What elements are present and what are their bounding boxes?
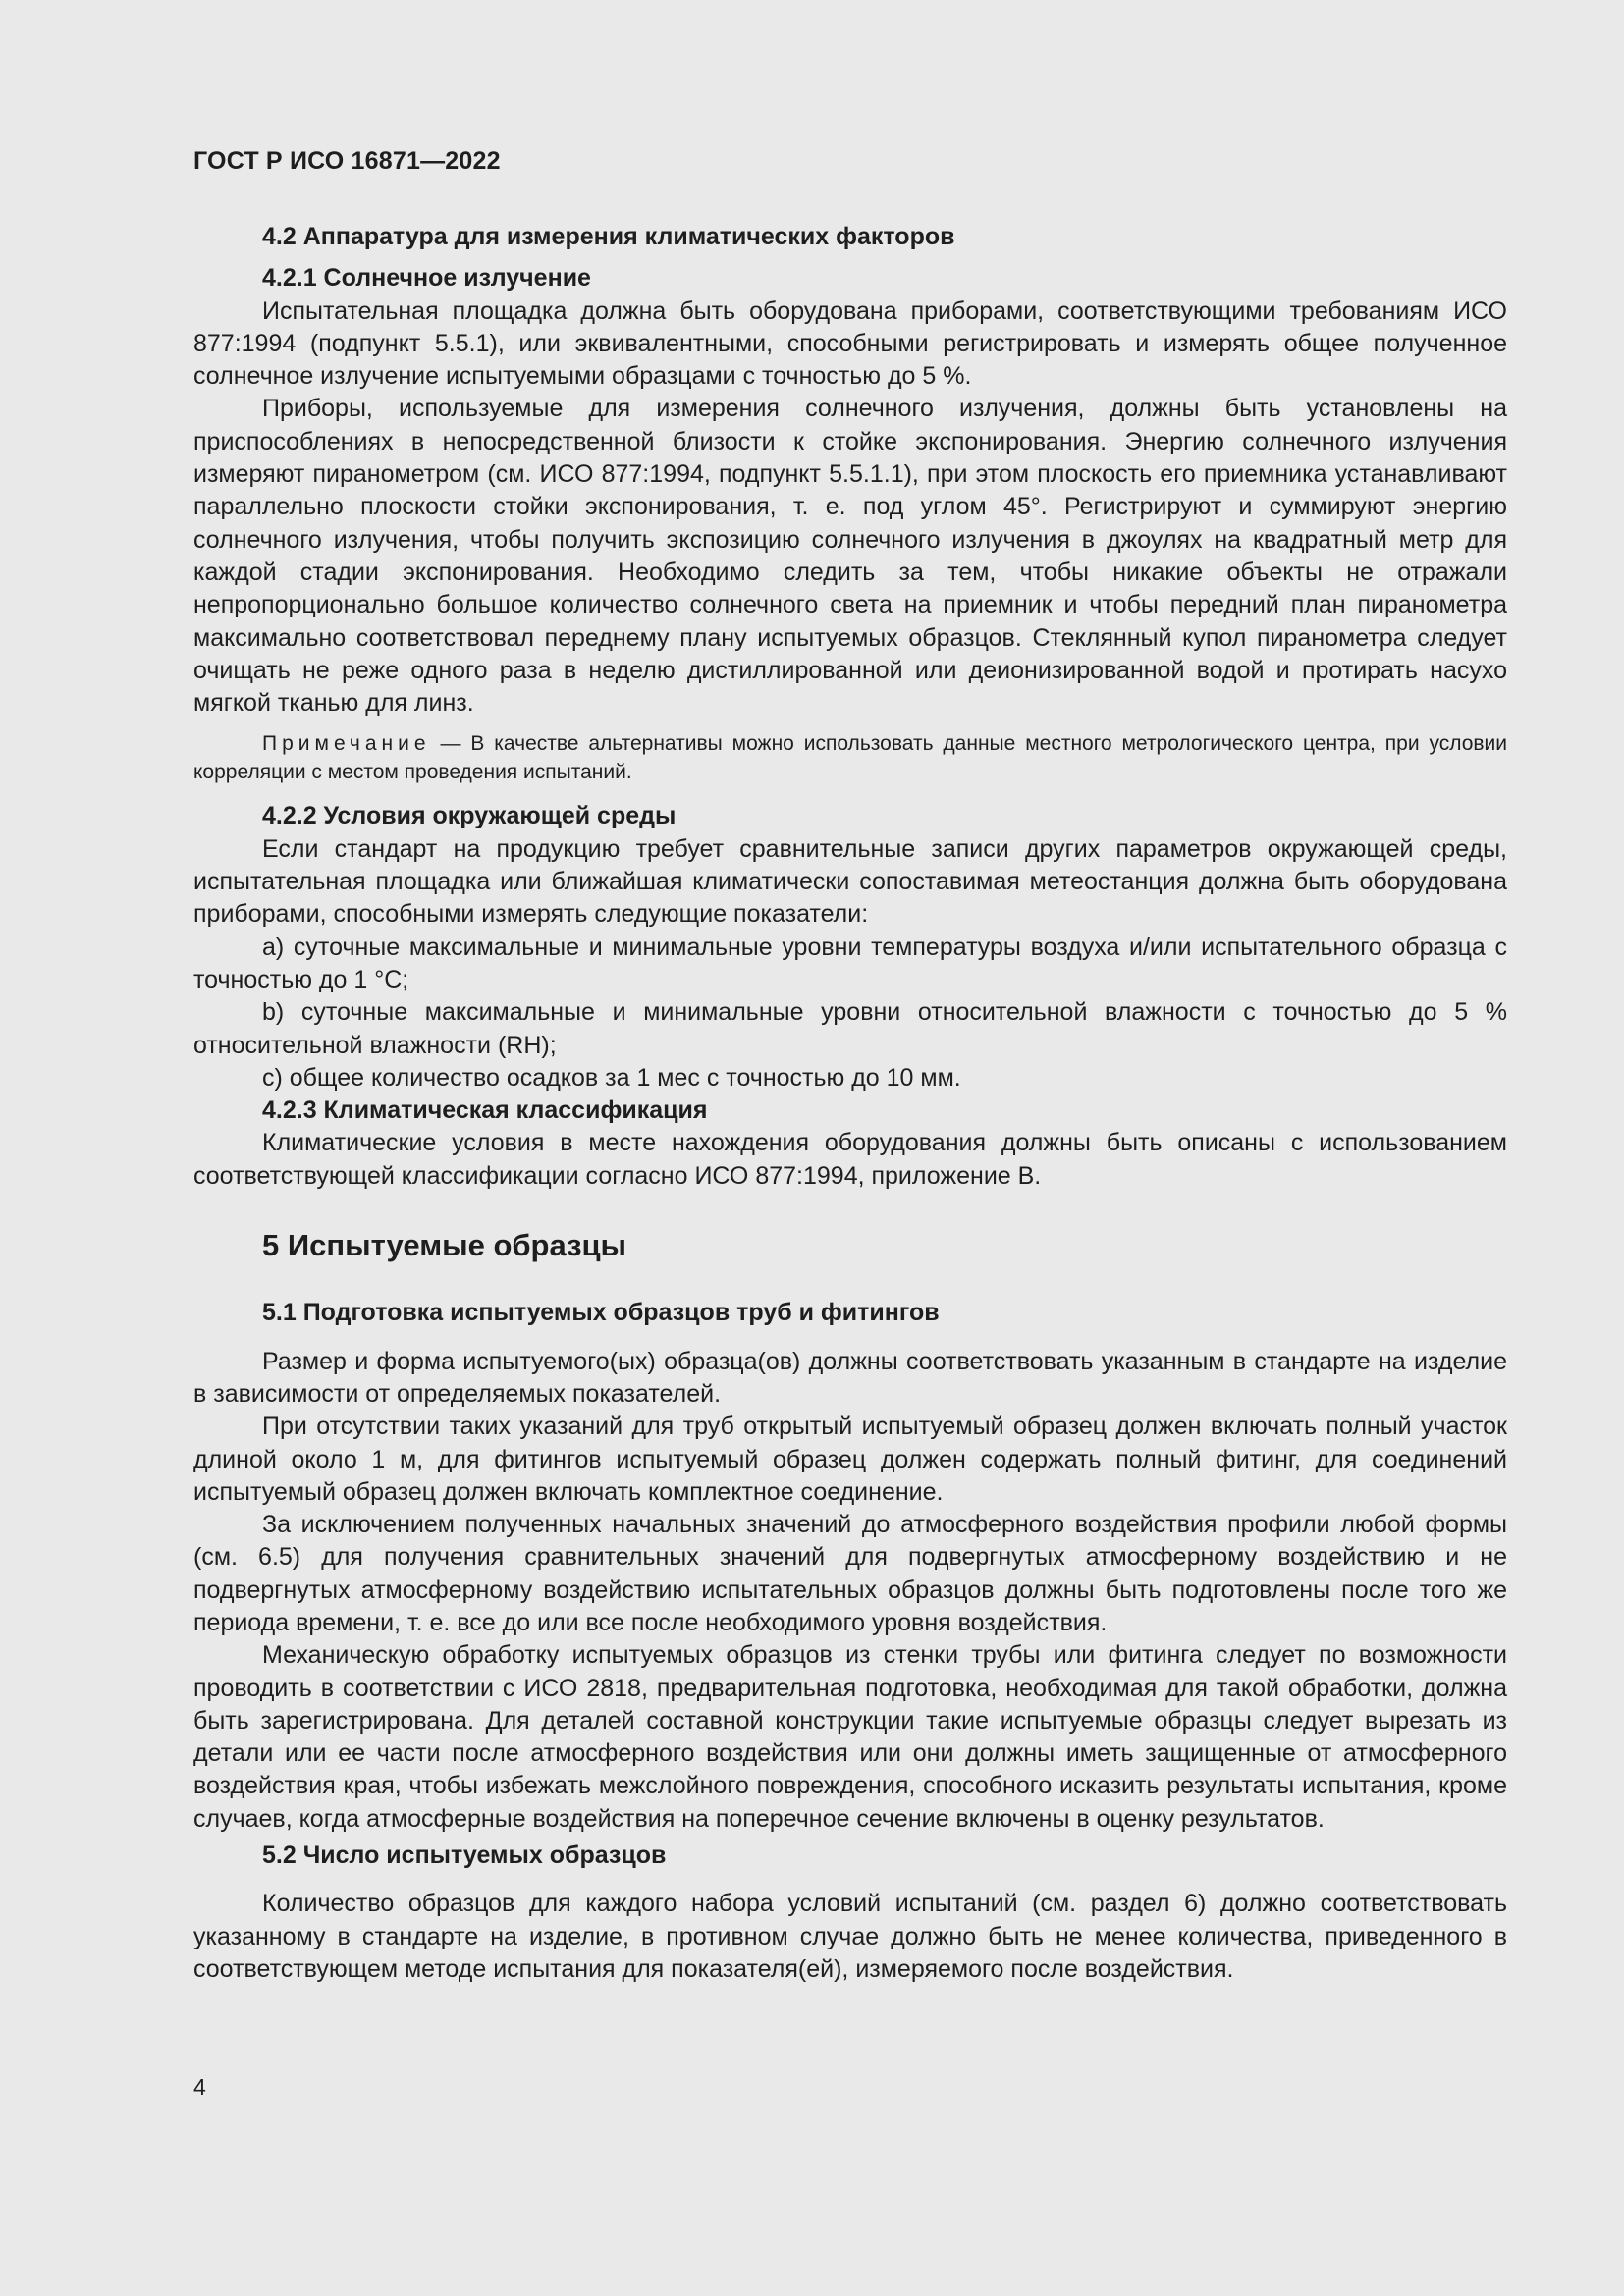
standard-header: ГОСТ Р ИСО 16871—2022 — [193, 147, 501, 175]
document-body — [193, 221, 1507, 1986]
paragraph: Приборы, используемые для измерения солнечного излучения, должны быть установлены на приспособлениях в непосредственной близости к стойке экспонирования. Энергию солнечного излучения измеряют пиранометром (см. ИСО 877:1994, подпункт 5.5.1.1), при этом плоскость его приемника устанавливают параллельно плоскости стойки экспонирования, т. е. под углом 45°. Регистрируют и суммируют энергию солнечного излучения, чтобы получить экспозицию солнечного излучения в джоулях на квадратный метр для каждой стадии экспонирования. Необходимо следить за тем, чтобы никакие объекты не отражали непропорционально большое количество солнечного света на приемник и чтобы передний план пиранометра максимально соответствовал переднему плану испытуемых образцов. Стеклянный купол пиранометра следует очищать не реже одного раза в неделю дистиллированной или деионизированной водой и протирать насухо мягкой тканью для линз. — [193, 395, 1507, 718]
page-number: 4 — [193, 2074, 206, 2100]
note-label: Примечание — [262, 732, 431, 756]
paragraph: Количество образцов для каждого набора условий испытаний (см. раздел 6) должно соответствовать указанному в стандарте на изделие, в противном случае должно быть не менее количества, приведенного в соответствующем методе испытания для показателя(ей), измеряемого после воздействия. — [193, 1890, 1507, 1983]
note — [193, 729, 1507, 786]
paragraph: Климатические условия в месте нахождения оборудования должны быть описаны с использованием соответствующей классификации согласно ИСО 877:1994, приложение B. — [193, 1129, 1507, 1190]
paragraph: Если стандарт на продукцию требует сравнительные записи других параметров окружающей среды, испытательная площадка или ближайшая климатически сопоставимая метеостанция должна быть оборудована приборами, способными измерять следующие показатели: — [193, 834, 1507, 929]
list-item-c: c) общее количество осадков за 1 мес с точностью до 10 мм. — [262, 1063, 961, 1092]
paragraph: Испытательная площадка должна быть оборудована приборами, соответствующими требованиям ИСО 877:1994 (подпункт 5.5.1), или эквивалентными, способными регистрировать и измерять общее полученное солнечное излучение испытуемыми образцами с точностью до 5 %. — [193, 296, 1507, 391]
section-4-2-heading: 4.2 Аппаратура для измерения климатических факторов — [262, 223, 955, 250]
note-text: — В качестве альтернативы можно использовать данные местного метрологического центра, при условии корреляции с местом проведения испытаний. — [193, 732, 1507, 784]
section-5-heading: 5 Испытуемые образцы — [262, 1228, 627, 1263]
paragraph: Механическую обработку испытуемых образцов из стенки трубы или фитинга следует по возможности проводить в соответствии с ИСО 2818, предварительная подготовка, необходимая для такой обработки, должна быть зарегистрирована. Для деталей составной конструкции такие испытуемые образцы следует вырезать из детали или ее части после атмосферного воздействия или они должны иметь защищенные от атмосферного воздействия края, чтобы избежать межслойного повреждения, способного исказить результаты испытания, кроме случаев, когда атмосферные воздействия на поперечное сечение включены в оценку результатов. — [193, 1641, 1507, 1833]
paragraph: При отсутствии таких указаний для труб открытый испытуемый образец должен включать полный участок длиной около 1 м, для фитингов испытуемый образец должен содержать полный фитинг, для соединений испытуемый образец должен включать комплектное соединение. — [193, 1413, 1507, 1506]
section-5-1-heading: 5.1 Подготовка испытуемых образцов труб и фитингов — [262, 1299, 940, 1327]
list-item-b: b) суточные максимальные и минимальные уровни относительной влажности с точностью до 5 % относительной влажности (RH); — [193, 998, 1507, 1059]
paragraph: За исключением полученных начальных значений до атмосферного воздействия профили любой формы (см. 6.5) для получения сравнительных значений для подвергнутых атмосферному воздействию и не подвергнутых атмосферному воздействию испытательных образцов должны быть подготовлены после того же периода времени, т. е. все до или все после необходимого уровня воздействия. — [193, 1511, 1507, 1636]
paragraph: Размер и форма испытуемого(ых) образца(ов) должны соответствовать указанным в стандарте на изделие в зависимости от определяемых показателей. — [193, 1347, 1507, 1408]
section-5-2-heading: 5.2 Число испытуемых образцов — [262, 1842, 667, 1870]
list-item-a: a) суточные максимальные и минимальные уровни температуры воздуха и/или испытательного образца с точностью до 1 °C; — [193, 933, 1507, 993]
section-4-2-1-heading: 4.2.1 Солнечное излучение — [262, 264, 591, 293]
section-4-2-2-heading: 4.2.2 Условия окружающей среды — [262, 802, 677, 830]
section-4-2-3-heading: 4.2.3 Климатическая классификация — [262, 1096, 708, 1125]
